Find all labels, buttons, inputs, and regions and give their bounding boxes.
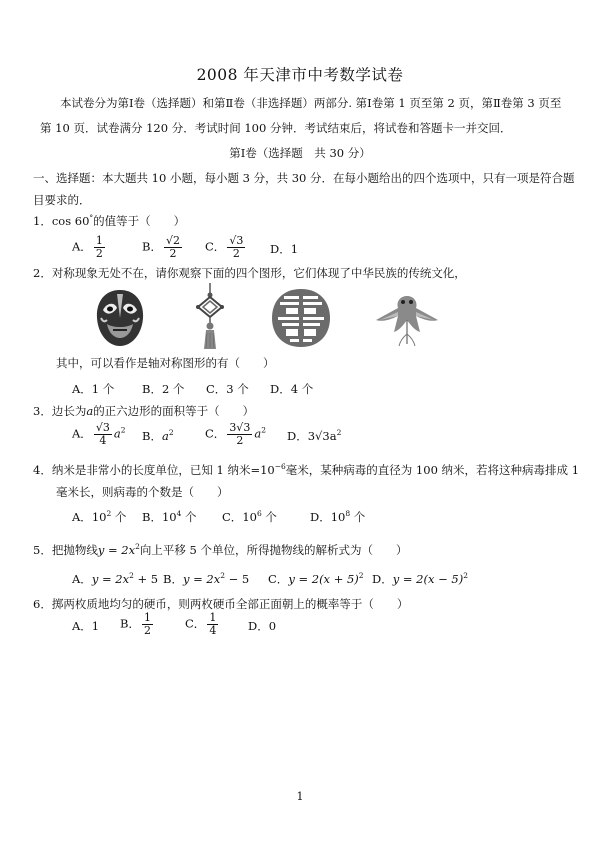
q1-a-num: 1: [95, 234, 103, 247]
q6-option-c: [185, 612, 220, 637]
q4-option-c: [222, 509, 277, 525]
q5-b-tail: − 5: [224, 572, 250, 586]
q5-math: y = 2x: [97, 543, 136, 557]
q4-c-sup: 6: [256, 509, 262, 519]
q6-option-a: A．1: [72, 619, 100, 633]
q4-d-sup: 8: [345, 509, 351, 519]
q3-b-label: B．: [142, 429, 162, 443]
q3-c-sup: 2: [261, 425, 266, 435]
q3-c-den: 2: [236, 434, 244, 447]
page-number: 1: [296, 790, 304, 803]
q3-a-label: A．: [72, 426, 92, 441]
double-happiness-icon: [270, 288, 332, 348]
q1-c-label: C．: [205, 239, 226, 254]
q6-c-label: C．: [185, 616, 206, 631]
q3-option-b: [142, 428, 174, 444]
chinese-knot-icon: [195, 283, 225, 353]
opera-mask-icon: [93, 288, 147, 348]
q3-option-a: [72, 422, 125, 447]
q1-c-fraction: [227, 235, 245, 260]
q1-option-d: D．1: [270, 242, 299, 256]
q5-d-math: y = 2(x − 5): [392, 572, 464, 586]
q5-option-b: [163, 571, 249, 587]
question-3-stem: [33, 403, 254, 419]
q5-c-sup: 2: [358, 571, 364, 581]
q5-c-label: C．: [268, 572, 289, 586]
q3-d-label: D．: [287, 429, 308, 443]
q4-c-base: 10: [242, 510, 257, 524]
q5-d-label: D．: [372, 572, 393, 586]
kite-icon: [372, 290, 442, 348]
instructions-line-2: 目要求的．: [33, 193, 91, 207]
intro-line-2: 第 10 页．试卷满分 120 分．考试时间 100 分钟．考试结束后，将试卷和答题卡一并交回．: [40, 121, 512, 135]
q3-b-sup: 2: [168, 428, 174, 438]
q3-a-den: 4: [99, 434, 107, 447]
q4-a-sup: 2: [106, 509, 112, 519]
q5-option-c: [268, 571, 364, 587]
q4-d-label: D．: [310, 510, 331, 524]
q5-prefix: 5．把抛物线: [33, 543, 98, 557]
q4-a-unit: 个: [111, 510, 127, 524]
q1-option-b: [142, 235, 184, 260]
q6-b-label: B．: [120, 616, 140, 631]
q1-number: 1．: [33, 214, 52, 228]
page-title: 2008 年天津市中考数学试卷: [196, 66, 404, 84]
q6-c-den: 4: [209, 624, 217, 637]
q4-a-base: 10: [91, 510, 107, 524]
q5-b-label: B．: [163, 572, 183, 586]
q3-c-num: 3√3: [229, 421, 251, 434]
q5-a-math: y = 2x: [91, 572, 130, 586]
q3-var: a: [86, 404, 94, 418]
question-6-stem: 6．掷两枚质地均匀的硬币，则两枚硬币全部正面朝上的概率等于（ ）: [33, 597, 409, 611]
q4-b-unit: 个: [181, 510, 197, 524]
q6-c-fraction: [207, 612, 218, 637]
q4-b-sup: 4: [176, 509, 182, 519]
question-4-line-2: 毫米长，则病毒的个数是（ ）: [56, 485, 229, 499]
q1-math: cos 60: [51, 214, 90, 228]
q3-prefix: 3．边长为: [33, 404, 87, 418]
q3-option-c: [205, 422, 266, 447]
q1-b-fraction: [164, 235, 182, 260]
q4-b-base: 10: [161, 510, 177, 524]
q1-b-num: √2: [165, 234, 180, 247]
q6-b-num: 1: [143, 611, 151, 624]
q1-a-den: 2: [95, 247, 103, 260]
section-title: 第Ⅰ卷（选择题 共 30 分）: [229, 146, 371, 160]
q6-option-b: [120, 612, 155, 637]
q3-option-d: [287, 428, 341, 444]
q3-a-num: √3: [95, 421, 110, 434]
q2-option-c: C．3 个: [206, 382, 249, 396]
q5-b-math: y = 2x: [182, 572, 221, 586]
q5-suffix: 向上平移 5 个单位，所得抛物线的解析式为（ ）: [139, 543, 408, 557]
q3-b-var: a: [161, 429, 169, 443]
q5-option-d: [372, 571, 468, 587]
q6-b-fraction: [142, 612, 153, 637]
q3-suffix: 的正六边形的面积等于（ ）: [93, 404, 255, 418]
q4-d-base: 10: [330, 510, 346, 524]
q2-option-a: A．1 个: [72, 382, 115, 396]
question-4-line-1: [33, 462, 579, 478]
q4-line1-sup: −6: [274, 462, 286, 472]
question-2-follow: 其中，可以看作是轴对称图形的有（ ）: [56, 356, 275, 370]
q1-option-a: [72, 235, 107, 260]
q1-degree: °: [89, 213, 94, 223]
q1-b-den: 2: [169, 247, 177, 260]
q5-option-a: [72, 571, 158, 587]
q5-a-sup: 2: [129, 571, 134, 581]
q6-option-d: D．0: [248, 619, 277, 633]
q2-option-b: B．2 个: [142, 382, 185, 396]
q3-a-sup: 2: [120, 425, 126, 435]
q5-sup: 2: [135, 542, 140, 552]
q1-a-fraction: [94, 235, 105, 260]
q3-a-var: a: [113, 426, 121, 441]
q1-c-den: 2: [232, 247, 240, 260]
q4-line1-suffix: 毫米，某种病毒的直径为 100 纳米，若将这种病毒排成 1: [285, 463, 580, 477]
q1-suffix: 的值等于（ ）: [93, 214, 186, 228]
q5-a-label: A．: [72, 572, 92, 586]
question-5-stem: [33, 542, 407, 558]
q1-b-label: B．: [142, 239, 162, 254]
q1-a-label: A．: [72, 239, 92, 254]
q3-c-fraction: [227, 422, 252, 447]
q3-c-var: a: [254, 426, 262, 441]
q6-c-num: 1: [209, 611, 217, 624]
q4-d-unit: 个: [350, 510, 366, 524]
q3-d-sup: 2: [336, 428, 342, 438]
q4-option-a: [72, 509, 126, 525]
q5-b-sup: 2: [220, 571, 225, 581]
q6-b-den: 2: [143, 624, 151, 637]
q1-c-num: √3: [229, 234, 244, 247]
q5-a-tail: + 5: [133, 572, 159, 586]
q4-line1-prefix: 4．纳米是非常小的长度单位，已知 1 纳米=10: [33, 463, 275, 477]
q4-c-label: C．: [222, 510, 243, 524]
q4-b-label: B．: [142, 510, 162, 524]
q5-d-sup: 2: [463, 571, 468, 581]
intro-line-1: 本试卷分为第Ⅰ卷（选择题）和第Ⅱ卷（非选择题）两部分. 第Ⅰ卷第 1 页至第 2 页，第Ⅱ卷第 3 页至: [60, 96, 562, 110]
question-2-stem: 2．对称现象无处不在，请你观察下面的四个图形，它们体现了中华民族的传统文化，: [33, 266, 466, 280]
q1-option-c: [205, 235, 247, 260]
q4-a-label: A．: [72, 510, 92, 524]
q2-option-d: D．4 个: [270, 382, 314, 396]
q3-d-expr: 3√3a: [307, 429, 337, 443]
question-1-stem: [33, 213, 185, 229]
q5-c-math: y = 2(x + 5): [288, 572, 359, 586]
q3-c-label: C．: [205, 426, 226, 441]
q4-option-b: [142, 509, 197, 525]
q3-a-fraction: [94, 422, 112, 447]
q4-c-unit: 个: [261, 510, 277, 524]
q4-option-d: [310, 509, 365, 525]
instructions-line-1: 一、选择题：本大题共 10 小题，每小题 3 分，共 30 分．在每小题给出的四个选项中，只有一项是符合题: [33, 171, 575, 185]
